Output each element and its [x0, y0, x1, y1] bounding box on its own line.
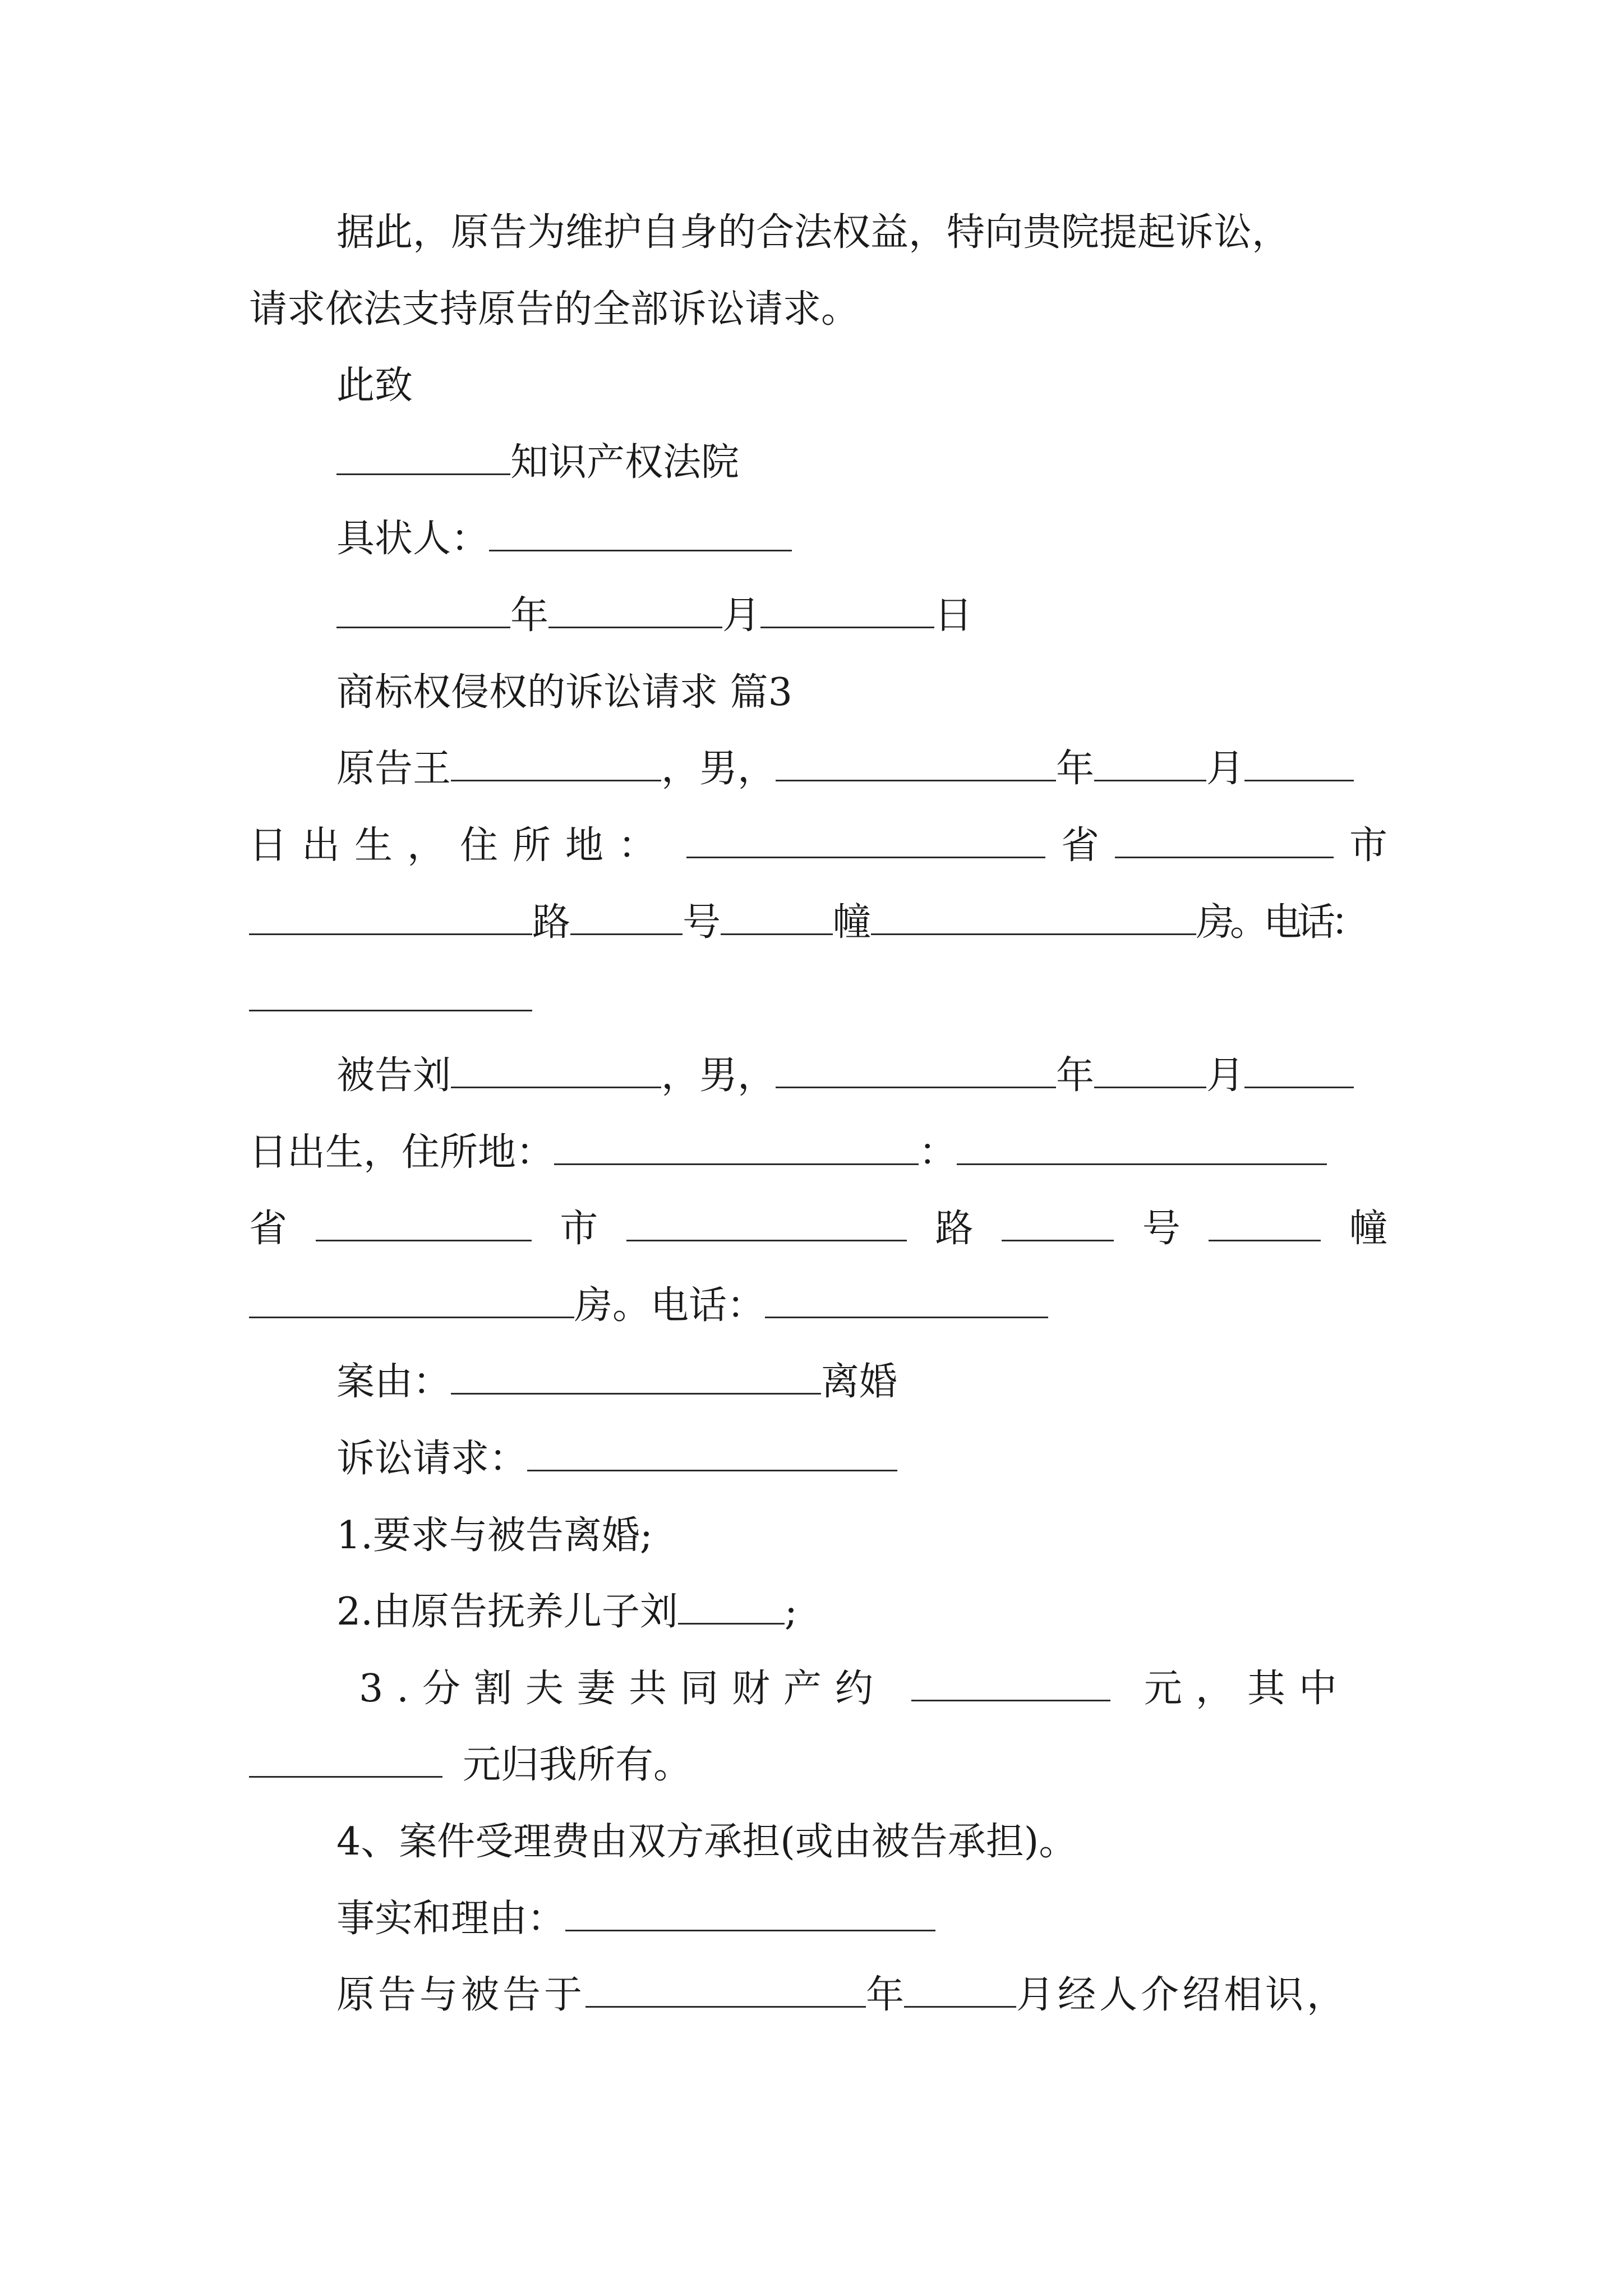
facts-year-label: 年 [866, 1973, 905, 2017]
claim-item-4-text: 4、案件受理费由双方承担(或由被告承担)。 [336, 1820, 1077, 1864]
claim-item-1-text: 1.要求与被告离婚; [336, 1513, 653, 1558]
facts-year-blank[interactable] [585, 1971, 866, 2008]
closing-line-1 [336, 205, 1290, 261]
court-label: 知识产权法院 [510, 440, 740, 485]
claim-item-1 [336, 1508, 653, 1564]
cause-label: 案由： [336, 1360, 451, 1404]
defendant-province-label: 省 [249, 1207, 288, 1251]
closing-text-1: 据此，原告为维护自身的合法权益，特向贵院提起诉讼， [336, 210, 1290, 255]
closing-text-2: 请求依法支持原告的全部诉讼请求。 [249, 287, 860, 332]
defendant-month-blank[interactable] [1094, 1052, 1206, 1088]
date-month-blank[interactable] [548, 592, 722, 628]
plaintiff-line-3 [249, 895, 1364, 951]
cause-value: 离婚 [821, 1360, 898, 1404]
date-month-label: 月 [722, 593, 761, 638]
plaintiff-gender: ，男， [661, 747, 776, 791]
defendant-name-label: 被告刘 [336, 1053, 451, 1098]
facts-heading [336, 1891, 935, 1947]
claim-item-3-cont [249, 1737, 691, 1793]
defendant-city-blank[interactable] [626, 1205, 907, 1241]
date-year-blank[interactable] [336, 592, 510, 628]
defendant-province-blank[interactable] [316, 1205, 532, 1241]
plaintiff-name-blank[interactable] [451, 745, 661, 781]
plaintiff-province-blank[interactable] [1115, 822, 1334, 858]
plaintiff-number-blank[interactable] [721, 899, 833, 935]
claims-label: 诉讼请求： [336, 1437, 528, 1481]
plaintiff-day-blank[interactable] [1244, 745, 1354, 781]
date-day-label: 日 [934, 593, 973, 638]
facts-line-1 [336, 1967, 1348, 2023]
property-total-blank[interactable] [911, 1665, 1110, 1701]
plaintiff-line-2 [249, 818, 1387, 874]
closing-line-2 [249, 282, 859, 338]
defendant-colon: ： [919, 1130, 957, 1175]
defendant-year-label: 年 [1056, 1053, 1095, 1098]
defendant-number-blank[interactable] [1209, 1205, 1321, 1241]
signer-line [336, 511, 792, 567]
claim-item-4 [336, 1814, 1077, 1870]
son-name-blank[interactable] [678, 1588, 785, 1625]
plaintiff-line-4 [249, 971, 532, 1027]
defendant-number-label: 号 [1142, 1207, 1181, 1251]
plaintiff-name-label: 原告王 [336, 747, 451, 791]
plaintiff-city-blank[interactable] [249, 899, 532, 935]
plaintiff-year-label: 年 [1056, 747, 1095, 791]
defendant-year-blank[interactable] [776, 1052, 1056, 1088]
defendant-address-blank-1[interactable] [554, 1129, 919, 1165]
defendant-gender: ，男， [661, 1053, 776, 1098]
claim-item-2 [336, 1584, 797, 1640]
defendant-room-label: 房。电话： [574, 1283, 766, 1328]
defendant-born-label: 日出生，住所地： [249, 1130, 555, 1175]
plaintiff-address-blank[interactable] [686, 822, 1045, 858]
claims-blank[interactable] [527, 1435, 897, 1471]
signer-label: 具状人： [336, 517, 490, 561]
defendant-line-1 [336, 1048, 1354, 1104]
claim-item-3 [359, 1661, 1350, 1717]
section-heading [336, 665, 792, 721]
date-day-blank[interactable] [760, 592, 934, 628]
facts-blank[interactable] [565, 1895, 935, 1931]
claim-item-2-end: ; [784, 1590, 797, 1634]
salutation-text: 此致 [336, 364, 413, 408]
claim-item-3-text: 3.分割夫妻共同财产约 [359, 1667, 887, 1711]
plaintiff-province-label: 省 [1061, 823, 1099, 868]
court-name-blank[interactable] [336, 439, 510, 475]
claim-item-2-text: 2.由原告抚养儿子刘 [336, 1590, 678, 1634]
plaintiff-city-label: 市 [1349, 823, 1387, 868]
plaintiff-year-blank[interactable] [776, 745, 1056, 781]
plaintiff-line-1 [336, 741, 1354, 797]
plaintiff-road-blank[interactable] [570, 899, 683, 935]
plaintiff-month-blank[interactable] [1094, 745, 1206, 781]
defendant-line-4 [249, 1278, 1048, 1334]
cause-blank[interactable] [451, 1358, 821, 1395]
facts-month-blank[interactable] [904, 1971, 1016, 2008]
plaintiff-phone-blank[interactable] [249, 975, 532, 1011]
facts-line-1-start: 原告与被告于 [336, 1973, 586, 2017]
plaintiff-number-label: 号 [683, 900, 721, 945]
date-year-label: 年 [510, 593, 549, 638]
defendant-building-label: 幢 [1349, 1207, 1387, 1251]
facts-label: 事实和理由： [336, 1897, 566, 1941]
court-line [336, 435, 739, 491]
defendant-name-blank[interactable] [451, 1052, 661, 1088]
defendant-road-label: 路 [935, 1207, 974, 1251]
property-share-blank[interactable] [249, 1741, 442, 1778]
claim-item-3-end: 元归我所有。 [463, 1743, 692, 1787]
plaintiff-building-label: 幢 [833, 900, 872, 945]
defendant-line-2 [249, 1125, 1327, 1181]
plaintiff-month-label: 月 [1206, 747, 1245, 791]
plaintiff-born-label: 日出生，住所地： [249, 823, 671, 868]
defendant-day-blank[interactable] [1244, 1052, 1354, 1088]
signer-blank[interactable] [489, 515, 792, 551]
defendant-phone-blank[interactable] [765, 1282, 1048, 1318]
facts-line-1-end: 月经人介绍相识， [1016, 1973, 1349, 2017]
plaintiff-building-blank[interactable] [871, 899, 1196, 935]
claims-heading [336, 1431, 897, 1487]
date-line [336, 588, 972, 644]
defendant-month-label: 月 [1206, 1053, 1245, 1098]
defendant-building-blank[interactable] [249, 1282, 574, 1318]
cause-line [336, 1354, 897, 1410]
defendant-road-blank[interactable] [1002, 1205, 1114, 1241]
plaintiff-road-label: 路 [532, 900, 571, 945]
defendant-city-label: 市 [560, 1207, 598, 1251]
salutation [336, 358, 413, 414]
plaintiff-room-label: 房。电话： [1196, 900, 1365, 945]
section-heading-text: 商标权侵权的诉讼请求 篇3 [336, 670, 792, 715]
defendant-line-3 [249, 1201, 1387, 1257]
claim-item-3-unit: 元，其中 [1144, 1667, 1350, 1711]
defendant-address-blank-2[interactable] [957, 1129, 1327, 1165]
